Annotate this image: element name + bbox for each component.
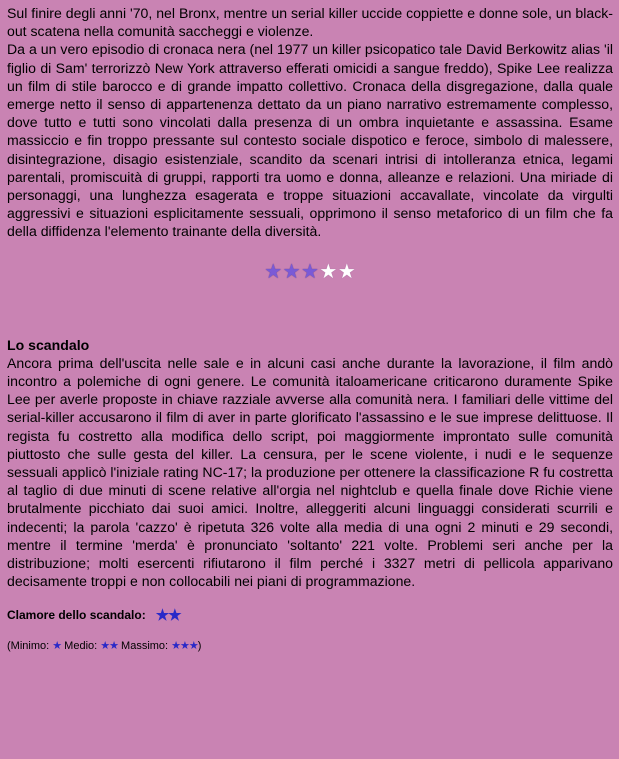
legend-medio-star-icon: ★★ bbox=[100, 640, 118, 653]
star-filled-icon: ★ bbox=[301, 260, 319, 283]
clamore-stars-icon: ★★ bbox=[155, 607, 181, 625]
intro-paragraph-2: Da a un vero episodio di cronaca nera (nel 1977 un killer psicopatico tale David Berkowitz alias 'il figlio di Sam' terrorizzò New York attraverso efferati omicidi a sangue freddo), Spike Lee realizza un film di stile barocco e di grande impatto collettivo. Cronaca della disgregazione, dalla quale emerge netto il senso di appartenenza dettato da un piano narrativo estremamente complesso, dove tutto e tutti sono vincolati dalla presenza di un ombra inquietante e assassina. Esame massiccio e fin troppo pressante sul contesto sociale dispotico e feroce, simbolo di malessere, disintegrazione, disagio esistenziale, scandito da scenari intrisi di intolleranza etnica, legami parentali, promiscuità di gruppi, rapporti tra uomo e donna, alleanze e relazioni. Una miriade di personaggi, una lunghezza esagerata e troppe situazioni accavallate, vincolate da virgulti aggressivi e situazioni esplicitamente sessuali, opprimono il senso metaforico di un film che fa della diffidenza l'elemento trainante della diversità. bbox=[7, 41, 613, 240]
legend-max-star-icon: ★★★ bbox=[171, 640, 198, 653]
star-empty-icon: ★ bbox=[337, 260, 356, 283]
scandal-paragraph: Ancora prima dell'uscita nelle sale e in alcuni casi anche durante la lavorazione, il film andò incontro a polemiche di ogni genere. Le comunità italoamericane criticarono duramente Spike Lee per averle proposte in chiave razziale avverse alla comunità nera. I familiari delle vittime del serial-killer accusarono il film di aver in parte glorificato l'assassino e le sue imprese delittuose. Il regista fu costretto alla modifica dello script, poi maggiormente improntato sulle comunità piuttosto che sulle gesta del killer. La censura, per le scene violente, i nudi e le sequenze sessuali applicò l'iniziale rating NC-17; la produzione per ottenere la classificazione R fu costretta al taglio di due minuti di scene relative all'orgia nel nightclub e quella finale dove Richie viene brutalmente picchiato dai suoi amici. Inoltre, alleggeriti alcuni linguaggi considerati scurrili e indecenti; la parola 'cazzo' è ripetuta 326 volte alla media di una ogni 2 minuti e 29 secondi, mentre il termine 'merda' è pronunciato 'soltanto' 221 volte. Problemi seri anche per la distribuzione; molti esercenti rifiutarono il film perché i 3327 metri di pellicola apparivano decisamente troppi e non collocabili nei piani di programmazione. bbox=[7, 354, 613, 590]
scandal-legend bbox=[7, 639, 613, 652]
legend-open: (Minimo: bbox=[7, 640, 53, 653]
legend-close: ) bbox=[197, 640, 202, 653]
section-title-scandalo: Lo scandalo bbox=[7, 336, 90, 353]
intro-paragraph-1: Sul finire degli anni '70, nel Bronx, mentre un serial killer uccide coppiette e donne sole, un black-out scatena nella comunità saccheggi e violenze. bbox=[7, 5, 613, 40]
clamore-label: Clamore dello scandalo: bbox=[7, 608, 146, 623]
legend-min-star-icon: ★ bbox=[52, 640, 62, 653]
legend-medio-label: Medio: bbox=[61, 640, 101, 653]
star-rating bbox=[7, 262, 613, 284]
star-filled-icon: ★ bbox=[282, 260, 301, 283]
legend-max-label: Massimo: bbox=[117, 640, 172, 653]
star-empty-icon: ★ bbox=[319, 260, 338, 283]
star-filled-icon: ★ bbox=[264, 260, 283, 283]
clamore-row bbox=[7, 606, 613, 624]
